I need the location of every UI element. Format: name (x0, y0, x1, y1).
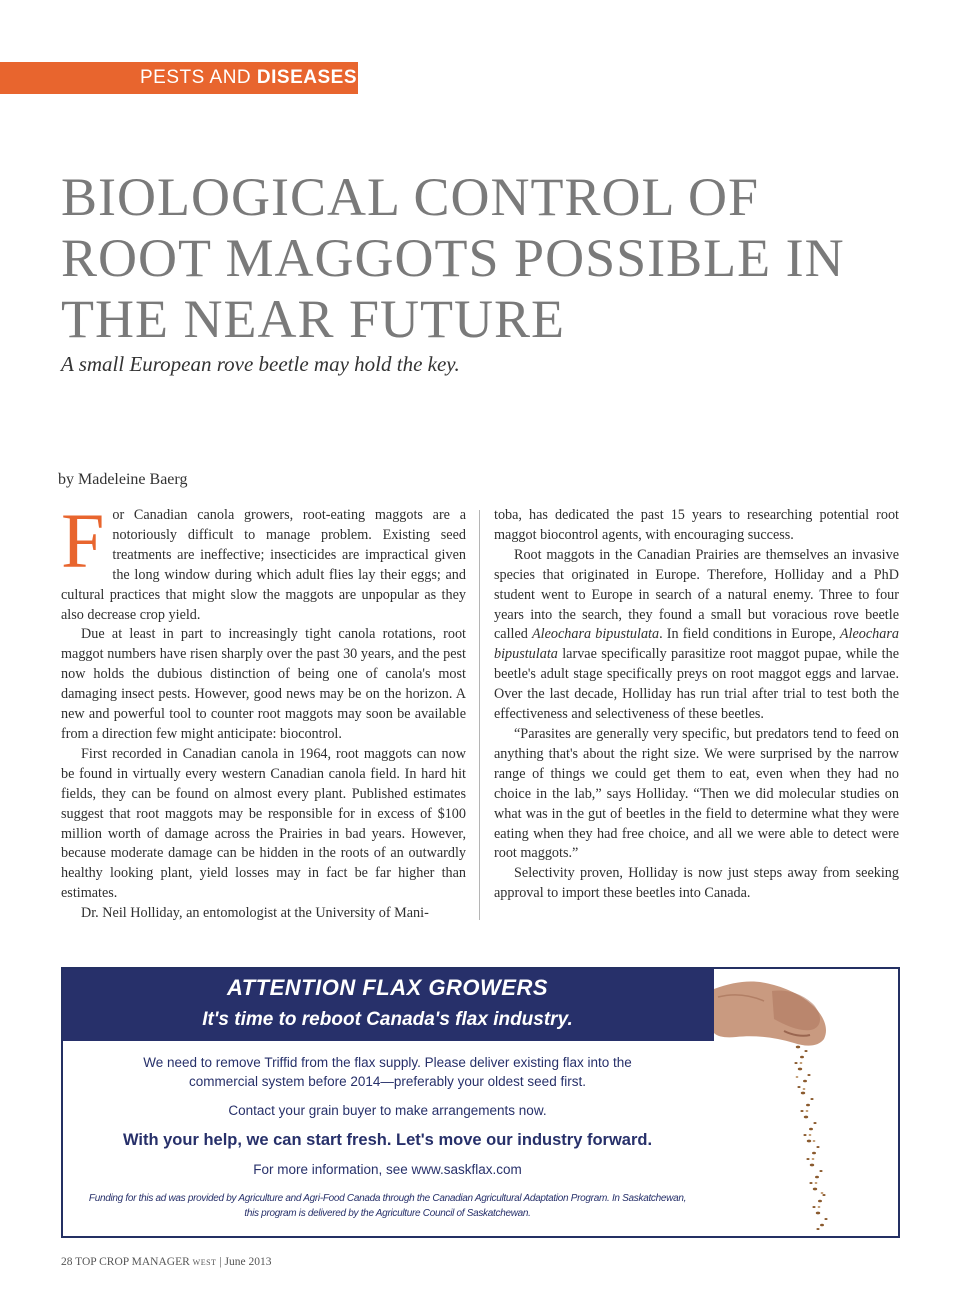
paragraph: “Parasites are generally very specific, but predators tend to feed on anything that's about the right size. We were surprised by the narrow range of things we could get them to eat, even when they had no choice in the lab,” says Holliday. “Then we did molecular studies on what was in the gut of beetles in the field to determine what they were eating when they had free choice, and all we were able to detect were root maggots.” (494, 725, 899, 862)
article-column-1 (61, 497, 466, 924)
column-divider (479, 510, 480, 920)
issue-date: | June 2013 (219, 1256, 272, 1268)
paragraph: Selectivity proven, Holliday is now just steps away from seeking approval to import these beetles into Canada. (494, 865, 899, 902)
paragraph: For Canadian canola growers, root-eating maggots are a notoriously difficult to manage problem. Existing seed treatments are ineffective; insecticides are impractical given the long window during which adult flies lay their eggs; and cultural practices that might slow the maggots are unpopular as they also decrease crop yield. (61, 497, 466, 623)
drop-cap: F (61, 497, 105, 584)
headline: BIOLOGICAL CONTROL OF ROOT MAGGOTS POSSIBLE IN THE NEAR FUTURE (61, 167, 845, 349)
byline: by Madeleine Baerg (58, 471, 188, 488)
page-footer (61, 1256, 271, 1268)
ad-header (63, 969, 712, 1041)
ad-fine-print: Funding for this ad was provided by Agriculture and Agri-Food Canada through the Canadian Agricultural Adaptation Program. In Saskatchewan, this program is delivered by the Agriculture Council of Saskatchewan. (88, 1193, 687, 1219)
page-number: 28 (61, 1256, 73, 1268)
article-column-2 (494, 506, 899, 904)
hand-pouring-flax-seed-image (714, 971, 898, 1236)
paragraph: Dr. Neil Holliday, an entomologist at the University of Mani- (81, 905, 429, 922)
ad-body (63, 1041, 712, 1221)
section-label: PESTS AND DISEASES (0, 62, 358, 94)
paragraph: First recorded in Canadian canola in 1964, root maggots can now be found in virtually every western Canadian canola field. In hard hit fields, they can be found on almost every plant. Published estimates suggest that root maggots may be responsible for in excess of $100 million worth of damage across the Prairies in bad years. However, because moderate damage can be hidden in the roots of an outwardly healthy looking plant, yield losses may in fact be far higher than estimates. (61, 745, 466, 902)
paragraph: Due at least in part to increasingly tight canola rotations, root maggot numbers have risen sharply over the past 30 years, and the pest now holds the dubious distinction of being one of canola's most damaging insect pests. However, good news may be on the horizon. A new and powerful tool to counter root maggots may soon be available from a direction few might anticipate: biocontrol. (61, 626, 466, 742)
paragraph: Root maggots in the Canadian Prairies are themselves an invasive species that originated in Europe. Therefore, Holliday and a PhD student went to Europe in search of a natural enemy. Three to four years into the search, they found a small but voracious rove beetle called Aleochara bipustulata. In field conditions in Europe, Aleochara bipustulata larvae specifically parasitize root maggot pupae, while the beetle's adult stage specifically preys on root maggot eggs and larvae. Over the last decade, Holliday has run trial after trial to test both the effectiveness and selectiveness of these beetles. (494, 546, 899, 723)
ad-contact: Contact your grain buyer to make arrangements now. (228, 1103, 547, 1118)
magazine-name: TOP CROP MANAGER (75, 1256, 190, 1268)
ad-subtitle: It's time to reboot Canada's flax industry. (202, 1009, 573, 1030)
ad-message: We need to remove Triffid from the flax supply. Please deliver existing flax into the commercial system before 2014—preferably your oldest seed first. (143, 1055, 632, 1089)
ad-slogan: With your help, we can start fresh. Let's move our industry forward. (122, 1131, 653, 1149)
ad-title: ATTENTION FLAX GROWERS (226, 975, 549, 1000)
deck: A small European rove beetle may hold the key. (61, 352, 460, 376)
magazine-edition: WEST (192, 1258, 217, 1267)
flax-advertisement (61, 967, 900, 1238)
ad-website: For more information, see www.saskflax.com (253, 1162, 522, 1177)
paragraph: toba, has dedicated the past 15 years to researching potential root maggot biocontrol agents, with encouraging success. (494, 507, 899, 543)
